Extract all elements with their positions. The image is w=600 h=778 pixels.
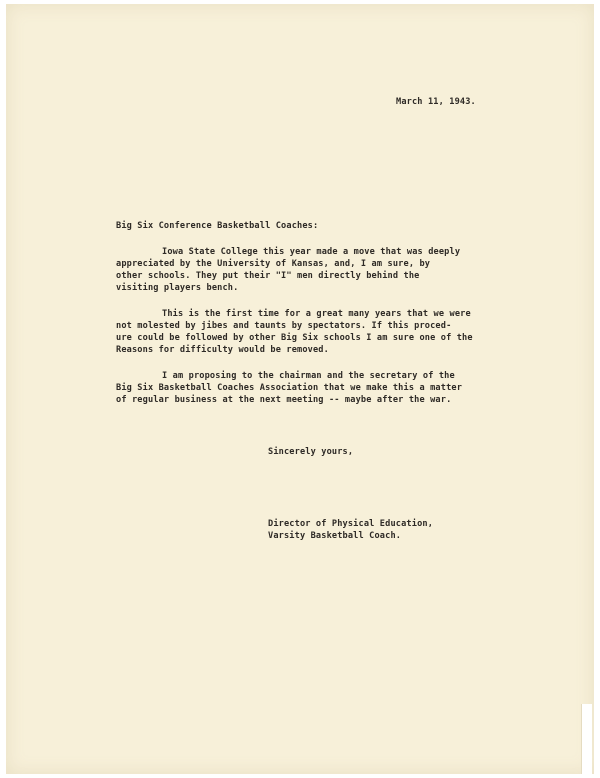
- paragraph-3-line: of regular business at the next meeting -- maybe after the war.: [116, 395, 452, 405]
- paragraph-1-line: visiting players bench.: [116, 283, 239, 293]
- paragraph-1-line: Iowa State College this year made a move that was deeply: [162, 247, 461, 257]
- paragraph-2-line: Reasons for difficulty would be removed.: [116, 345, 329, 355]
- torn-corner: [581, 704, 592, 774]
- salutation: Big Six Conference Basketball Coaches:: [116, 221, 319, 231]
- closing: Sincerely yours,: [268, 447, 354, 457]
- paragraph-2-line: not molested by jibes and taunts by spectators. If this proced-: [116, 321, 452, 331]
- paragraph-2-line: This is the first time for a great many years that we were: [162, 309, 471, 319]
- paragraph-2-line: ure could be followed by other Big Six schools I am sure one of the: [116, 333, 473, 343]
- signature-title: Director of Physical Education,: [268, 519, 434, 529]
- signature-title: Varsity Basketball Coach.: [268, 531, 402, 541]
- paragraph-3-line: I am proposing to the chairman and the secretary of the: [162, 371, 455, 381]
- paragraph-3-line: Big Six Basketball Coaches Association that we make this a matter: [116, 383, 463, 393]
- paragraph-1-line: other schools. They put their "I" men directly behind the: [116, 271, 420, 281]
- letter-date: March 11, 1943.: [396, 97, 476, 107]
- paragraph-1-line: appreciated by the University of Kansas, and, I am sure, by: [116, 259, 431, 269]
